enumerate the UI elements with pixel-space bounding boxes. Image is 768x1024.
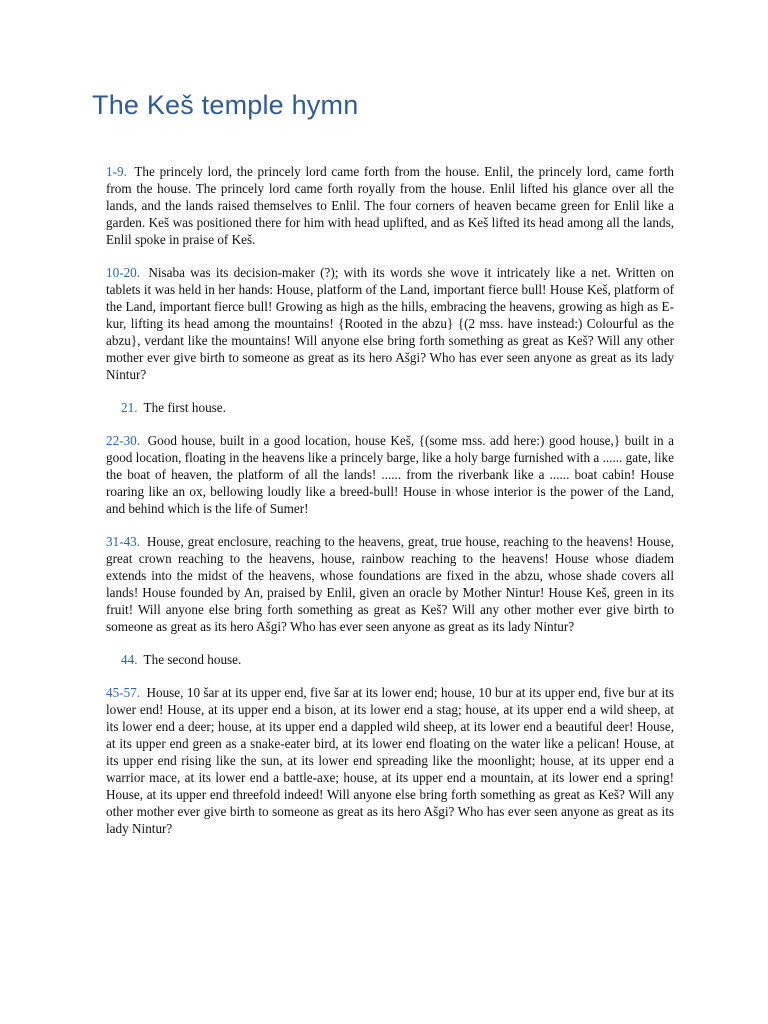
paragraph-1-9 — [106, 163, 674, 248]
paragraph-text: Good house, built in a good location, house Keš, {(some mss. add here:) good house,} built in a good location, floating in the heavens like a princely barge, like a holy barge furnished with a ...... gate, like the boat of heaven, the platform of all the lands! ...... from the riverbank like a ...... boat cabin! House roaring like an ox, bellowing loudly like a breed-bull! House in whose interior is the power of the Land, and behind which is the life of Sumer! — [106, 433, 675, 516]
paragraph-45-57 — [106, 684, 674, 837]
paragraph-22-30 — [106, 432, 674, 517]
paragraph-text: House, great enclosure, reaching to the heavens, great, true house, reaching to the heavens! House, great crown reaching to the heavens, house, rainbow reaching to the heavens! House whose diadem extends into the midst of the heavens, whose foundations are fixed in the abzu, whose shade covers all lands! House founded by An, praised by Enlil, given an oracle by Mother Nintur! House Keš, green in its fruit! Will anyone else bring forth something as great as Keš? Will any other mother ever give birth to someone as great as its hero Ašgi? Who has ever seen anyone as great as its lady Nintur? — [106, 534, 674, 634]
document-body — [106, 163, 674, 853]
line-reference: 45-57. — [106, 685, 141, 700]
line-reference: 1-9. — [106, 164, 127, 179]
line-reference: 21. — [121, 400, 138, 415]
document-title: The Keš temple hymn — [92, 90, 359, 120]
paragraph-text: Nisaba was its decision-maker (?); with its words she wove it intricately like a net. Written on tablets it was held in her hands: House, platform of the Land, important fierce bull! House Keš, platform of the Land, important fierce bull! Growing as high as the hills, embracing the heavens, growing as high as E-kur, lifting its head among the mountains! {Rooted in the abzu} {(2 mss. have instead:) Colourful as the abzu}, verdant like the mountains! Will anyone else bring forth something as great as Keš? Will any other mother ever give birth to someone as great as its hero Ašgi? Who has ever seen anyone as great as its lady Nintur? — [106, 265, 674, 382]
paragraph-text: The princely lord, the princely lord came forth from the house. Enlil, the princely lord, came forth from the house. The princely lord came forth royally from the house. Enlil lifted his glance over all the lands, and the lands raised themselves to Enlil. The four corners of heaven became green for Enlil like a garden. Keš was positioned there for him with head uplifted, and as Keš lifted its head among all the lands, Enlil spoke in praise of Keš. — [106, 164, 674, 247]
paragraph-44 — [121, 651, 674, 668]
paragraph-text: The first house. — [143, 400, 226, 415]
line-reference: 22-30. — [106, 433, 141, 448]
line-reference: 10-20. — [106, 265, 141, 280]
line-reference: 31-43. — [106, 534, 141, 549]
line-reference: 44. — [121, 652, 138, 667]
paragraph-text: The second house. — [143, 652, 242, 667]
paragraph-21 — [121, 399, 674, 416]
paragraph-text: House, 10 šar at its upper end, five šar at its lower end; house, 10 bur at its upper end, five bur at its lower end! House, at its upper end a bison, at its lower end a stag; house, at its upper end a wild sheep, at its lower end a deer; house, at its upper end a dappled wild sheep, at its lower end a beautiful deer! House, at its upper end green as a snake-eater bird, at its lower end floating on the water like a pelican! House, at its upper end rising like the sun, at its lower end spreading like the moonlight; house, at its upper end a warrior mace, at its lower end a battle-axe; house, at its upper end a mountain, at its lower end a spring! House, at its upper end threefold indeed! Will anyone else bring forth something as great as Keš? Will any other mother ever give birth to someone as great as its hero Ašgi? Who has ever seen anyone as great as its lady Nintur? — [106, 685, 675, 836]
paragraph-31-43 — [106, 533, 674, 635]
paragraph-10-20 — [106, 264, 674, 383]
